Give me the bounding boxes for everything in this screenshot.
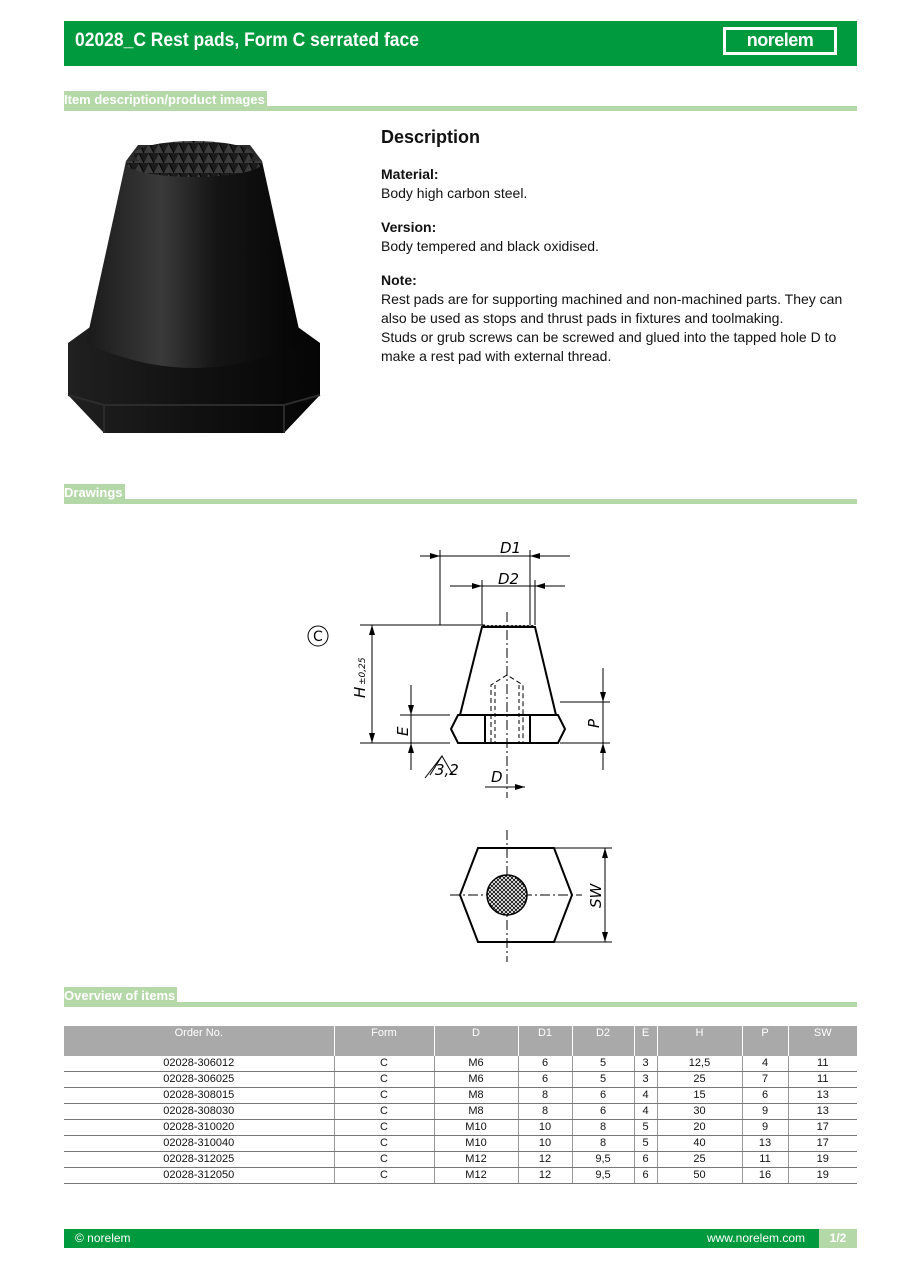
table-row <box>64 1136 857 1152</box>
material-label: Material: <box>381 166 439 182</box>
page-title: 02028_C Rest pads, Form C serrated face <box>75 30 419 51</box>
norelem-logo <box>723 27 837 55</box>
product-image <box>64 133 324 468</box>
table-cell: M10 <box>434 1136 518 1152</box>
table-cell: 30 <box>657 1104 742 1120</box>
table-cell: C <box>334 1088 434 1104</box>
table-cell: 19 <box>788 1152 857 1168</box>
table-cell: 25 <box>657 1152 742 1168</box>
section-label: Overview of items <box>64 987 177 1007</box>
table-cell: C <box>334 1056 434 1072</box>
label-d: D <box>491 768 503 786</box>
table-row <box>64 1056 857 1072</box>
col-order-no: Order No. <box>64 1026 334 1056</box>
label-h-tolerance: ±0,25 <box>358 657 368 685</box>
table-cell: M6 <box>434 1072 518 1088</box>
table-cell: 3 <box>634 1072 657 1088</box>
table-cell: C <box>334 1072 434 1088</box>
table-cell: M10 <box>434 1120 518 1136</box>
table-cell: 17 <box>788 1120 857 1136</box>
table-cell: 17 <box>788 1136 857 1152</box>
table-row <box>64 1152 857 1168</box>
table-cell: 8 <box>572 1120 634 1136</box>
table-row <box>64 1104 857 1120</box>
table-cell: 02028-308015 <box>64 1088 334 1104</box>
table-cell: 4 <box>742 1056 788 1072</box>
table-cell: C <box>334 1104 434 1120</box>
table-cell: 11 <box>742 1152 788 1168</box>
label-d2: D2 <box>498 570 520 588</box>
table-cell: 02028-310040 <box>64 1136 334 1152</box>
label-p: P <box>585 718 603 728</box>
table-cell: 9,5 <box>572 1168 634 1184</box>
footer-url-link[interactable]: www.norelem.com <box>706 1231 805 1245</box>
table-cell: 12,5 <box>657 1056 742 1072</box>
col-d: D <box>434 1026 518 1056</box>
table-cell: M8 <box>434 1104 518 1120</box>
table-cell: M6 <box>434 1056 518 1072</box>
items-table <box>64 1026 857 1184</box>
table-cell: C <box>334 1152 434 1168</box>
table-cell: 02028-312050 <box>64 1168 334 1184</box>
table-cell: 15 <box>657 1088 742 1104</box>
form-c-mark <box>308 626 328 646</box>
table-cell: 02028-308030 <box>64 1104 334 1120</box>
table-cell: 25 <box>657 1072 742 1088</box>
table-cell: 12 <box>518 1168 572 1184</box>
table-cell: C <box>334 1168 434 1184</box>
table-row <box>64 1120 857 1136</box>
logo-text: norelem <box>726 30 834 52</box>
footer-copyright: © norelem <box>75 1231 131 1245</box>
table-cell: 6 <box>634 1168 657 1184</box>
section-overview <box>64 987 857 1007</box>
table-cell: 13 <box>788 1088 857 1104</box>
description-heading: Description <box>381 127 481 147</box>
material-text: Body high carbon steel. <box>381 185 528 201</box>
version-label: Version: <box>381 219 437 235</box>
page-number: 1/2 <box>819 1229 857 1248</box>
section-label: Item description/product images <box>64 91 267 111</box>
table-cell: 9 <box>742 1120 788 1136</box>
svg-text:C: C <box>313 629 323 645</box>
table-cell: M12 <box>434 1168 518 1184</box>
table-cell: 6 <box>572 1088 634 1104</box>
table-cell: 6 <box>518 1072 572 1088</box>
section-label: Drawings <box>64 484 125 504</box>
table-cell: 6 <box>572 1104 634 1120</box>
table-cell: 5 <box>634 1120 657 1136</box>
page-header <box>64 21 857 66</box>
table-cell: M8 <box>434 1088 518 1104</box>
col-form: Form <box>334 1026 434 1056</box>
col-d1: D1 <box>518 1026 572 1056</box>
table-cell: 4 <box>634 1088 657 1104</box>
table-cell: 50 <box>657 1168 742 1184</box>
table-cell: 8 <box>518 1088 572 1104</box>
table-header-row <box>64 1026 857 1056</box>
table-cell: 7 <box>742 1072 788 1088</box>
col-p: P <box>742 1026 788 1056</box>
table-cell: 13 <box>788 1104 857 1120</box>
note-text-1: Rest pads are for supporting machined and non-machined parts. They can also be used as stops and thrust pads in fixtures and toolmaking. <box>381 291 843 326</box>
table-cell: 12 <box>518 1152 572 1168</box>
table-cell: M12 <box>434 1152 518 1168</box>
table-cell: 10 <box>518 1136 572 1152</box>
table-cell: 3 <box>634 1056 657 1072</box>
table-row <box>64 1072 857 1088</box>
col-sw: SW <box>788 1026 857 1056</box>
table-cell: 02028-306025 <box>64 1072 334 1088</box>
section-drawings <box>64 484 857 504</box>
technical-drawing-side-view <box>290 530 630 815</box>
description-block <box>381 128 851 366</box>
table-cell: 16 <box>742 1168 788 1184</box>
table-cell: 9 <box>742 1104 788 1120</box>
table-cell: 11 <box>788 1056 857 1072</box>
table-row <box>64 1168 857 1184</box>
table-cell: 20 <box>657 1120 742 1136</box>
table-cell: 6 <box>742 1088 788 1104</box>
col-d2: D2 <box>572 1026 634 1056</box>
table-cell: 9,5 <box>572 1152 634 1168</box>
table-cell: C <box>334 1136 434 1152</box>
table-cell: C <box>334 1120 434 1136</box>
technical-drawing-top-view <box>430 820 630 975</box>
label-d1: D1 <box>500 539 522 557</box>
version-text: Body tempered and black oxidised. <box>381 238 599 254</box>
table-row <box>64 1088 857 1104</box>
table-cell: 02028-310020 <box>64 1120 334 1136</box>
label-roughness: 3,2 <box>435 761 459 779</box>
col-h: H <box>657 1026 742 1056</box>
note-label: Note: <box>381 272 417 288</box>
note-text-2: Studs or grub screws can be screwed and glued into the tapped hole D to make a rest pad with external thread. <box>381 329 837 364</box>
table-cell: 4 <box>634 1104 657 1120</box>
page-footer <box>64 1229 857 1248</box>
table-cell: 5 <box>572 1056 634 1072</box>
section-item-description <box>64 91 857 111</box>
label-h: H <box>351 686 369 698</box>
table-cell: 02028-312025 <box>64 1152 334 1168</box>
table-cell: 8 <box>572 1136 634 1152</box>
table-cell: 40 <box>657 1136 742 1152</box>
table-cell: 02028-306012 <box>64 1056 334 1072</box>
table-cell: 5 <box>634 1136 657 1152</box>
table-cell: 5 <box>572 1072 634 1088</box>
table-cell: 6 <box>634 1152 657 1168</box>
label-sw: SW <box>587 883 605 908</box>
table-cell: 13 <box>742 1136 788 1152</box>
table-cell: 8 <box>518 1104 572 1120</box>
table-cell: 19 <box>788 1168 857 1184</box>
table-cell: 10 <box>518 1120 572 1136</box>
col-e: E <box>634 1026 657 1056</box>
table-cell: 6 <box>518 1056 572 1072</box>
table-cell: 11 <box>788 1072 857 1088</box>
label-e: E <box>394 726 412 736</box>
